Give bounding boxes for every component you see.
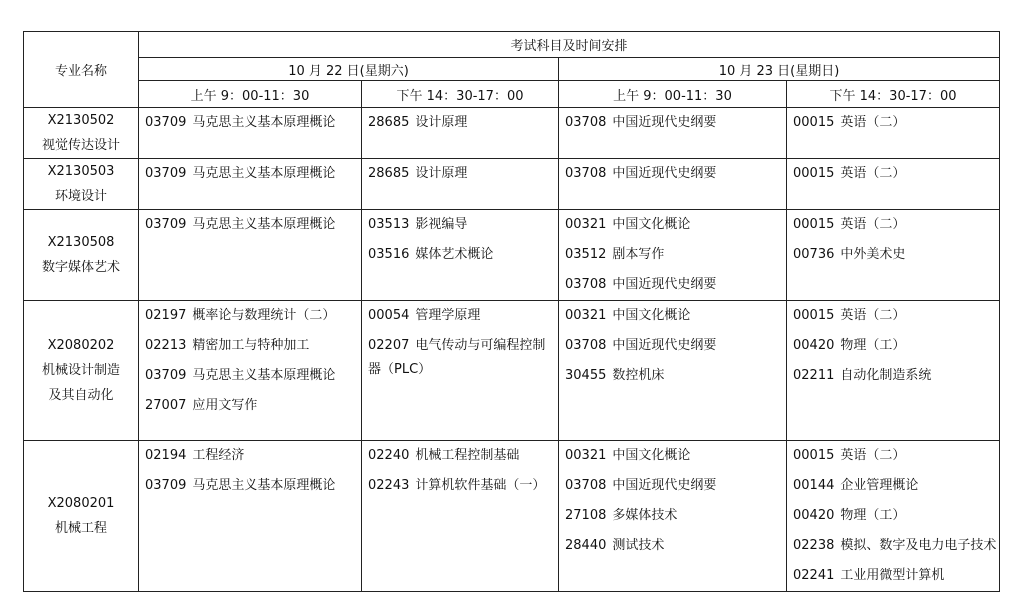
slot-d2am bbox=[559, 159, 787, 210]
subject-name: 中国近现代史纲要 bbox=[612, 478, 717, 493]
subject-name: 中国文化概论 bbox=[612, 308, 691, 323]
subject-entry bbox=[368, 471, 552, 501]
subject-name: 精密加工与特种加工 bbox=[192, 338, 310, 353]
subject-entry bbox=[145, 108, 355, 138]
subject-code: 00420 bbox=[793, 338, 835, 353]
subject-entry bbox=[793, 108, 993, 138]
slot-d2pm bbox=[787, 441, 1000, 592]
subject-name: 剧本写作 bbox=[612, 247, 665, 262]
slot-d1am bbox=[139, 210, 362, 301]
schedule-row bbox=[24, 210, 1000, 301]
subject-name: 自动化制造系统 bbox=[840, 368, 932, 383]
subject-entry bbox=[793, 331, 993, 361]
subject-name: 机械工程控制基础 bbox=[415, 448, 520, 463]
subject-name: 马克思主义基本原理概论 bbox=[192, 115, 336, 130]
subject-name: 应用文写作 bbox=[192, 398, 258, 413]
slot-d1am bbox=[139, 301, 362, 441]
header-row-2 bbox=[24, 58, 1000, 81]
subject-code: 02194 bbox=[145, 448, 187, 463]
subject-name: 概率论与数理统计（二） bbox=[192, 308, 336, 323]
subject-entry bbox=[565, 361, 780, 391]
subject-name: 马克思主义基本原理概论 bbox=[192, 368, 336, 383]
subject-code: 00054 bbox=[368, 308, 410, 323]
subject-code: 03512 bbox=[565, 247, 607, 262]
subject-entry bbox=[793, 561, 993, 591]
subject-entry bbox=[145, 159, 355, 189]
major-name: 数字媒体艺术 bbox=[41, 260, 120, 275]
subject-name: 英语（二） bbox=[840, 166, 906, 181]
subject-code: 03709 bbox=[145, 166, 187, 181]
major-cell bbox=[24, 210, 139, 301]
subject-name: 中国近现代史纲要 bbox=[612, 166, 717, 181]
subject-entry bbox=[565, 501, 780, 531]
slot-d2am bbox=[559, 441, 787, 592]
subject-name: 物理（工） bbox=[840, 508, 906, 523]
subject-code: 03709 bbox=[145, 115, 187, 130]
subject-entry bbox=[145, 210, 355, 240]
subject-name: 模拟、数字及电力电子技术 bbox=[840, 538, 997, 553]
subject-entry bbox=[793, 441, 993, 471]
subject-name: 测试技术 bbox=[612, 538, 665, 553]
slot-d1pm bbox=[362, 210, 559, 301]
subject-code: 03709 bbox=[145, 368, 187, 383]
day1-am-header: 上午 9：00-11：30 bbox=[139, 81, 362, 108]
subject-name: 中国近现代史纲要 bbox=[612, 277, 717, 292]
subject-code: 00736 bbox=[793, 247, 835, 262]
subject-entry bbox=[793, 159, 993, 189]
subject-name: 物理（工） bbox=[840, 338, 906, 353]
major-cell bbox=[24, 159, 139, 210]
subject-entry bbox=[565, 240, 780, 270]
subject-entry bbox=[368, 240, 552, 270]
subject-name: 英语（二） bbox=[840, 308, 906, 323]
major-code: X2130502 bbox=[47, 113, 115, 128]
major-name: 及其自动化 bbox=[48, 388, 114, 403]
major-cell bbox=[24, 108, 139, 159]
subject-entry bbox=[368, 441, 552, 471]
day2-header: 10 月 23 日(星期日) bbox=[559, 58, 1000, 81]
subject-code: 02197 bbox=[145, 308, 187, 323]
schedule-header: 考试科目及时间安排 bbox=[139, 32, 1000, 58]
subject-code: 03516 bbox=[368, 247, 410, 262]
subject-entry bbox=[565, 331, 780, 361]
subject-entry bbox=[368, 301, 552, 331]
subject-entry bbox=[565, 471, 780, 501]
schedule-row bbox=[24, 159, 1000, 210]
day2-pm-header: 下午 14：30-17：00 bbox=[787, 81, 1000, 108]
subject-code: 00015 bbox=[793, 115, 835, 130]
subject-entry bbox=[145, 441, 355, 471]
subject-entry bbox=[793, 361, 993, 391]
subject-code: 30455 bbox=[565, 368, 607, 383]
subject-name: 管理学原理 bbox=[415, 308, 481, 323]
subject-code: 00420 bbox=[793, 508, 835, 523]
subject-name: 马克思主义基本原理概论 bbox=[192, 166, 336, 181]
subject-code: 00015 bbox=[793, 217, 835, 232]
subject-entry bbox=[145, 331, 355, 361]
subject-name: 多媒体技术 bbox=[612, 508, 678, 523]
subject-code: 00015 bbox=[793, 308, 835, 323]
day2-am-header: 上午 9：00-11：30 bbox=[559, 81, 787, 108]
day1-pm-header: 下午 14：30-17：00 bbox=[362, 81, 559, 108]
subject-code: 28685 bbox=[368, 166, 410, 181]
subject-name: 马克思主义基本原理概论 bbox=[192, 478, 336, 493]
header-row-3 bbox=[24, 81, 1000, 108]
major-name-header: 专业名称 bbox=[24, 32, 139, 108]
major-cell bbox=[24, 301, 139, 441]
subject-name: 英语（二） bbox=[840, 115, 906, 130]
subject-code: 03709 bbox=[145, 217, 187, 232]
subject-code: 27108 bbox=[565, 508, 607, 523]
slot-d1pm bbox=[362, 301, 559, 441]
subject-entry bbox=[145, 471, 355, 501]
major-name: 机械工程 bbox=[54, 521, 107, 536]
subject-name: 中国近现代史纲要 bbox=[612, 115, 717, 130]
subject-name: 工程经济 bbox=[192, 448, 245, 463]
subject-code: 28440 bbox=[565, 538, 607, 553]
subject-name: 影视编导 bbox=[415, 217, 468, 232]
subject-entry bbox=[793, 240, 993, 270]
subject-code: 03513 bbox=[368, 217, 410, 232]
subject-name: 工业用微型计算机 bbox=[840, 568, 945, 583]
subject-code: 02243 bbox=[368, 478, 410, 493]
day1-header: 10 月 22 日(星期六) bbox=[139, 58, 559, 81]
major-code: X2130503 bbox=[47, 164, 115, 179]
subject-code: 00015 bbox=[793, 448, 835, 463]
subject-entry bbox=[368, 108, 552, 138]
subject-entry bbox=[793, 301, 993, 331]
subject-code: 00321 bbox=[565, 217, 607, 232]
slot-d1pm bbox=[362, 108, 559, 159]
schedule-row bbox=[24, 301, 1000, 441]
subject-entry bbox=[145, 301, 355, 331]
subject-entry bbox=[145, 361, 355, 391]
schedule-row bbox=[24, 441, 1000, 592]
header-row-1 bbox=[24, 32, 1000, 58]
subject-name: 数控机床 bbox=[612, 368, 665, 383]
slot-d2pm bbox=[787, 301, 1000, 441]
subject-name: 设计原理 bbox=[415, 115, 468, 130]
slot-d1am bbox=[139, 108, 362, 159]
subject-name: 中外美术史 bbox=[840, 247, 906, 262]
subject-entry bbox=[793, 531, 997, 561]
subject-code: 03708 bbox=[565, 338, 607, 353]
subject-name: 英语（二） bbox=[840, 448, 906, 463]
major-code: X2080202 bbox=[47, 338, 115, 353]
subject-code: 27007 bbox=[145, 398, 187, 413]
major-name: 环境设计 bbox=[54, 189, 107, 204]
subject-entry bbox=[793, 210, 993, 240]
slot-d2pm bbox=[787, 159, 1000, 210]
subject-code: 03709 bbox=[145, 478, 187, 493]
major-name: 机械设计制造 bbox=[41, 363, 120, 378]
subject-code: 03708 bbox=[565, 478, 607, 493]
major-code: X2130508 bbox=[47, 235, 115, 250]
slot-d1am bbox=[139, 159, 362, 210]
slot-d1pm bbox=[362, 441, 559, 592]
subject-code: 00321 bbox=[565, 308, 607, 323]
subject-code: 00321 bbox=[565, 448, 607, 463]
subject-entry bbox=[565, 210, 780, 240]
schedule-row bbox=[24, 108, 1000, 159]
subject-entry bbox=[565, 108, 780, 138]
major-name: 视觉传达设计 bbox=[41, 138, 120, 153]
subject-entry bbox=[368, 331, 552, 385]
subject-code: 03708 bbox=[565, 166, 607, 181]
slot-d2am bbox=[559, 301, 787, 441]
subject-name: 电气传动与可编程控制器（PLC） bbox=[368, 338, 546, 377]
major-cell bbox=[24, 441, 139, 592]
schedule-body bbox=[24, 108, 1000, 592]
subject-code: 00144 bbox=[793, 478, 835, 493]
subject-code: 02211 bbox=[793, 368, 835, 383]
subject-name: 中国文化概论 bbox=[612, 448, 691, 463]
subject-name: 中国近现代史纲要 bbox=[612, 338, 717, 353]
subject-code: 03708 bbox=[565, 277, 607, 292]
subject-entry bbox=[368, 159, 552, 189]
subject-entry bbox=[793, 501, 993, 531]
subject-entry bbox=[145, 391, 355, 421]
subject-entry bbox=[565, 441, 780, 471]
subject-entry bbox=[565, 159, 780, 189]
subject-code: 00015 bbox=[793, 166, 835, 181]
subject-entry bbox=[368, 210, 552, 240]
subject-name: 中国文化概论 bbox=[612, 217, 691, 232]
slot-d1pm bbox=[362, 159, 559, 210]
subject-entry bbox=[565, 531, 780, 561]
subject-name: 媒体艺术概论 bbox=[415, 247, 494, 262]
subject-name: 企业管理概论 bbox=[840, 478, 919, 493]
subject-code: 02241 bbox=[793, 568, 835, 583]
subject-name: 英语（二） bbox=[840, 217, 906, 232]
subject-name: 马克思主义基本原理概论 bbox=[192, 217, 336, 232]
subject-code: 03708 bbox=[565, 115, 607, 130]
subject-code: 28685 bbox=[368, 115, 410, 130]
slot-d1am bbox=[139, 441, 362, 592]
subject-code: 02213 bbox=[145, 338, 187, 353]
subject-name: 设计原理 bbox=[415, 166, 468, 181]
exam-schedule-table bbox=[23, 31, 1000, 592]
subject-code: 02240 bbox=[368, 448, 410, 463]
slot-d2pm bbox=[787, 210, 1000, 301]
subject-entry bbox=[793, 471, 993, 501]
slot-d2am bbox=[559, 210, 787, 301]
subject-entry bbox=[565, 270, 780, 300]
slot-d2am bbox=[559, 108, 787, 159]
subject-entry bbox=[565, 301, 780, 331]
subject-name: 计算机软件基础（一） bbox=[415, 478, 546, 493]
slot-d2pm bbox=[787, 108, 1000, 159]
subject-code: 02238 bbox=[793, 538, 835, 553]
subject-code: 02207 bbox=[368, 338, 410, 353]
major-code: X2080201 bbox=[47, 496, 115, 511]
